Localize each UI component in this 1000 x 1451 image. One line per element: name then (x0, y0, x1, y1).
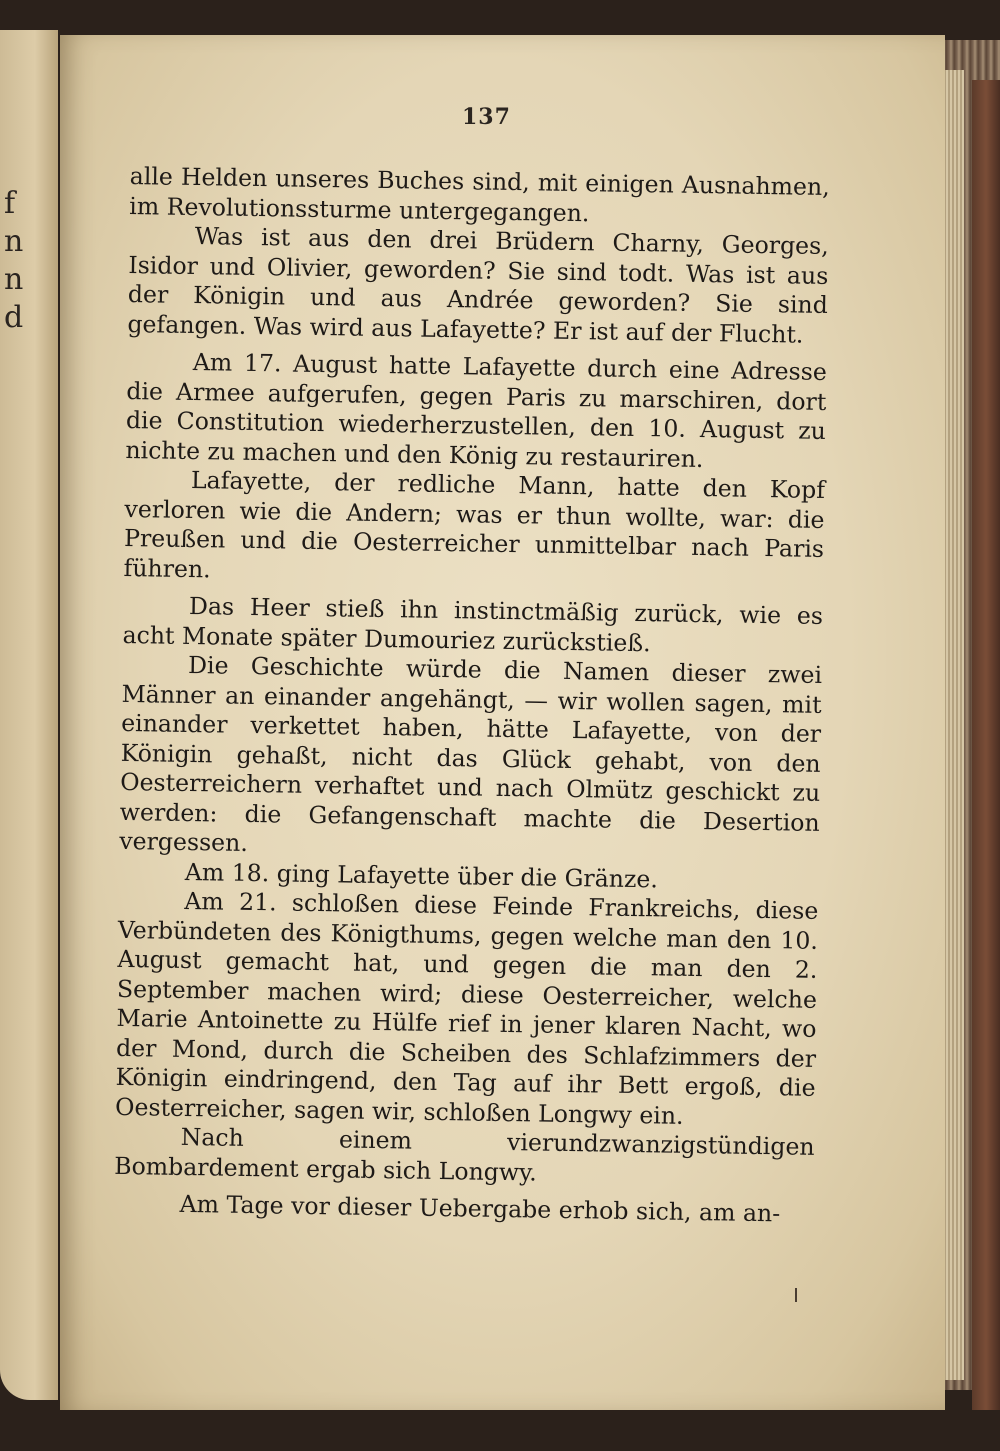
paragraph: Das Heer stieß ihn instinctmäßig zurück, wie es acht Monate später Dumouriez zurückstieß. (122, 591, 824, 657)
paragraph: Am Tage vor dieser Uebergabe erhob sich, am an- (179, 1189, 781, 1228)
facing-page (0, 30, 58, 1400)
facing-page-fragment: n (4, 262, 24, 297)
facing-page-fragment: d (4, 300, 24, 335)
facing-page-text (4, 185, 34, 337)
facing-page-fragment: n (4, 224, 24, 259)
paragraph: Die Geschichte würde die Namen dieser zwei Männer an einander angehängt, — wir wollen sagen, mit einander verkettet haben, hätte Lafayette, von der Königin gehaßt, nicht das Glück gehabt, von den Oesterreichern verhaftet und nach Olmütz geschickt zu werden: die Gefangenschaft machte die Desertion vergessen. (119, 650, 823, 857)
body-text (113, 162, 830, 1229)
paragraph: Am 21. schloßen diese Feinde Frankreichs, diese Verbündeten des Königthums, gegen welche man den 10. August gemacht hat, und gegen die man den 2. September machen wird; diese Oesterreicher, welche Marie Antoinette zu Hülfe rief in jener klaren Nacht, wo der Mond, durch die Scheiben des Schlafzimmers der Königin eindringend, den Tag auf ihr Bett ergoß, die Oesterreicher, sagen wir, schloßen Longwy ein. (114, 886, 819, 1130)
paragraph: Nach einem vierundzwanzigstündigen Bombardement ergab sich Longwy. (114, 1122, 815, 1187)
paragraph: Was ist aus den drei Brüdern Charny, Georges, Isidor und Olivier, geworden? Sie sind todt. Was ist aus der Königin und aus Andrée geworden? Sie sind gefangen. Was wird aus Lafayette? Er ist auf der Flucht. (127, 222, 829, 349)
book-cover (972, 80, 1000, 1410)
paragraph: alle Helden unseres Buches sind, mit einigen Ausnahmen, im Revolutionssturme untergegangen. (129, 162, 830, 227)
facing-page-fragment: f (4, 186, 16, 221)
paragraph: Lafayette, der redliche Mann, hatte den Kopf verloren wie die Andern; was er thun wollte, war: die Preußen und die Oesterreicher unmittelbar nach Paris führen. (123, 465, 826, 583)
paragraph: Am 18. ging Lafayette über die Gränze. (184, 857, 659, 893)
paragraph: Am 17. August hatte Lafayette durch eine Adresse die Armee aufgerufen, gegen Paris zu marschiren, dort die Constitution wiederherzustellen, den 10. August zu nichte zu machen und den König zu restauriren. (125, 348, 828, 473)
page-number: 137 (462, 104, 511, 130)
page-mark (795, 1288, 797, 1302)
